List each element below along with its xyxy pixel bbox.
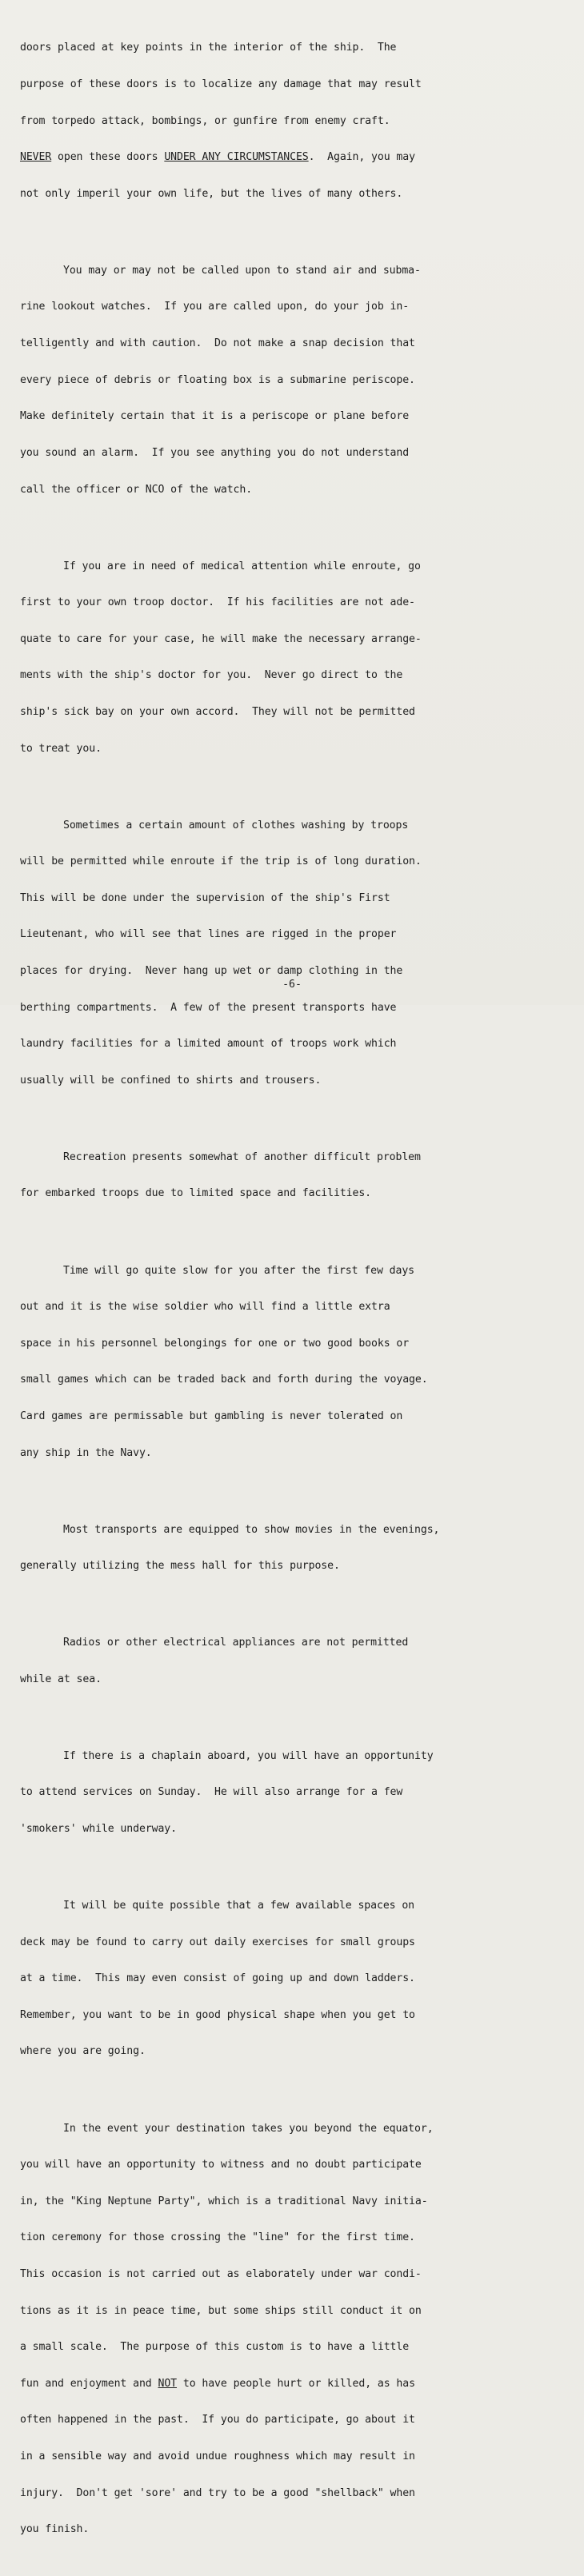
text-line: out and it is the wise soldier who will find a little extra — [20, 1301, 390, 1314]
text-line: while at sea. — [20, 1673, 102, 1685]
underlined-under-any-circumstances: UNDER ANY CIRCUMSTANCES — [164, 151, 309, 164]
underlined-never: NEVER — [20, 151, 52, 164]
text-line: call the officer or NCO of the watch. — [20, 483, 253, 496]
text-line: tion ceremony for those crossing the "line" for the first time. — [20, 2231, 415, 2244]
text-line: 'smokers' while underway. — [20, 1823, 177, 1836]
text-span: to have people hurt or killed, as has — [177, 2377, 415, 2390]
text-line: You may or may not be called upon to stand air and subma- — [63, 264, 421, 277]
document-body — [20, 18, 568, 2576]
text-line: usually will be confined to shirts and trousers. — [20, 1074, 322, 1087]
paragraph-king-neptune-party — [20, 2098, 568, 2560]
text-line: to attend services on Sunday. He will also arrange for a few — [20, 1786, 403, 1799]
text-line: often happened in the past. If you do participate, go about it — [20, 2414, 415, 2426]
text-line: Time will go quite slow for you after the first few days — [63, 1264, 415, 1277]
text-line: generally utilizing the mess hall for this purpose. — [20, 1560, 340, 1573]
text-line: you finish. — [20, 2523, 90, 2536]
text-line: ments with the ship's doctor for you. Never go direct to the — [20, 669, 403, 682]
paragraph-medical-attention — [20, 536, 568, 779]
text-line: laundry facilities for a limited amount of troops work which — [20, 1038, 397, 1051]
text-line: at a time. This may even consist of going up and down ladders. — [20, 1972, 415, 1985]
text-line: not only imperil your own life, but the lives of many others. — [20, 187, 403, 200]
text-line: deck may be found to carry out daily exercises for small groups — [20, 1936, 415, 1948]
text-line: Lieutenant, who will see that lines are rigged in the proper — [20, 928, 397, 941]
text-line: Make definitely certain that it is a periscope or plane before — [20, 410, 410, 423]
text-line: This will be done under the supervision of the ship's First — [20, 891, 390, 904]
text-line: injury. Don't get 'sore' and try to be a good "shellback" when — [20, 2486, 415, 2499]
text-line: small games which can be traded back and forth during the voyage. — [20, 1374, 428, 1386]
text-line-not — [20, 2378, 568, 2390]
paragraph-chaplain — [20, 1725, 568, 1859]
text-line: telligently and with caution. Do not make a snap decision that — [20, 337, 415, 350]
text-line: Most transports are equipped to show movies in the evenings, — [63, 1523, 440, 1536]
text-line: doors placed at key points in the interior of the ship. The — [20, 42, 397, 54]
text-line: If there is a chaplain aboard, you will have an opportunity — [63, 1749, 434, 1762]
text-line: you sound an alarm. If you see anything you do not understand — [20, 446, 410, 459]
page-number: -6- — [282, 979, 302, 991]
paragraph-movies — [20, 1499, 568, 1597]
text-line: Remember, you want to be in good physical shape when you get to — [20, 2008, 415, 2021]
paragraph-watertight-doors — [20, 18, 568, 224]
text-line: places for drying. Never hang up wet or damp clothing in the — [20, 965, 403, 978]
text-span: . Again, you may — [308, 151, 415, 164]
text-line: quate to care for your case, he will make the necessary arrange- — [20, 632, 422, 645]
text-line: ship's sick bay on your own accord. They will not be permitted — [20, 705, 415, 718]
text-line: space in his personnel belongings for one or two good books or — [20, 1337, 410, 1350]
paragraph-lookout-watches — [20, 240, 568, 520]
text-line: rine lookout watches. If you are called upon, do your job in- — [20, 301, 410, 313]
text-line: every piece of debris or floating box is a submarine periscope. — [20, 373, 415, 386]
text-line: to treat you. — [20, 742, 102, 755]
text-line: will be permitted while enroute if the trip is of long duration. — [20, 855, 422, 868]
text-line: for embarked troops due to limited space and facilities. — [20, 1187, 372, 1200]
text-line: first to your own troop doctor. If his facilities are not ade- — [20, 596, 415, 609]
text-line: any ship in the Navy. — [20, 1446, 152, 1459]
text-line-warning — [20, 151, 568, 163]
text-line: a small scale. The purpose of this custom is to have a little — [20, 2341, 410, 2354]
text-line: In the event your destination takes you beyond the equator, — [63, 2122, 434, 2135]
text-line: Recreation presents somewhat of another difficult problem — [63, 1150, 421, 1163]
text-line: from torpedo attack, bombings, or gunfire from enemy craft. — [20, 114, 390, 127]
text-line: berthing compartments. A few of the present transports have — [20, 1001, 397, 1014]
paragraph-books-games — [20, 1240, 568, 1483]
paragraph-radios — [20, 1613, 568, 1710]
underlined-not: NOT — [158, 2377, 178, 2390]
text-line: It will be quite possible that a few available spaces on — [63, 1900, 415, 1912]
text-span: fun and enjoyment and — [20, 2377, 158, 2390]
text-line: Sometimes a certain amount of clothes washing by troops — [63, 819, 409, 831]
text-line: tions as it is in peace time, but some ships still conduct it on — [20, 2304, 422, 2317]
text-line: Radios or other electrical appliances are not permitted — [63, 1637, 409, 1649]
text-line: you will have an opportunity to witness and no doubt participate — [20, 2159, 422, 2171]
text-line: in a sensible way and avoid undue roughness which may result in — [20, 2450, 415, 2462]
text-line: This occasion is not carried out as elaborately under war condi- — [20, 2267, 422, 2280]
text-span: open these doors — [51, 151, 165, 164]
text-line: in, the "King Neptune Party", which is a traditional Navy initia- — [20, 2195, 428, 2207]
paragraph-clothes-washing — [20, 795, 568, 1111]
text-line: Card games are permissable but gambling is never tolerated on — [20, 1410, 403, 1422]
paragraph-exercises — [20, 1876, 568, 2082]
text-line: where you are going. — [20, 2045, 146, 2058]
text-line: purpose of these doors is to localize any damage that may result — [20, 78, 422, 91]
paragraph-recreation — [20, 1127, 568, 1224]
text-line: If you are in need of medical attention while enroute, go — [63, 560, 421, 572]
